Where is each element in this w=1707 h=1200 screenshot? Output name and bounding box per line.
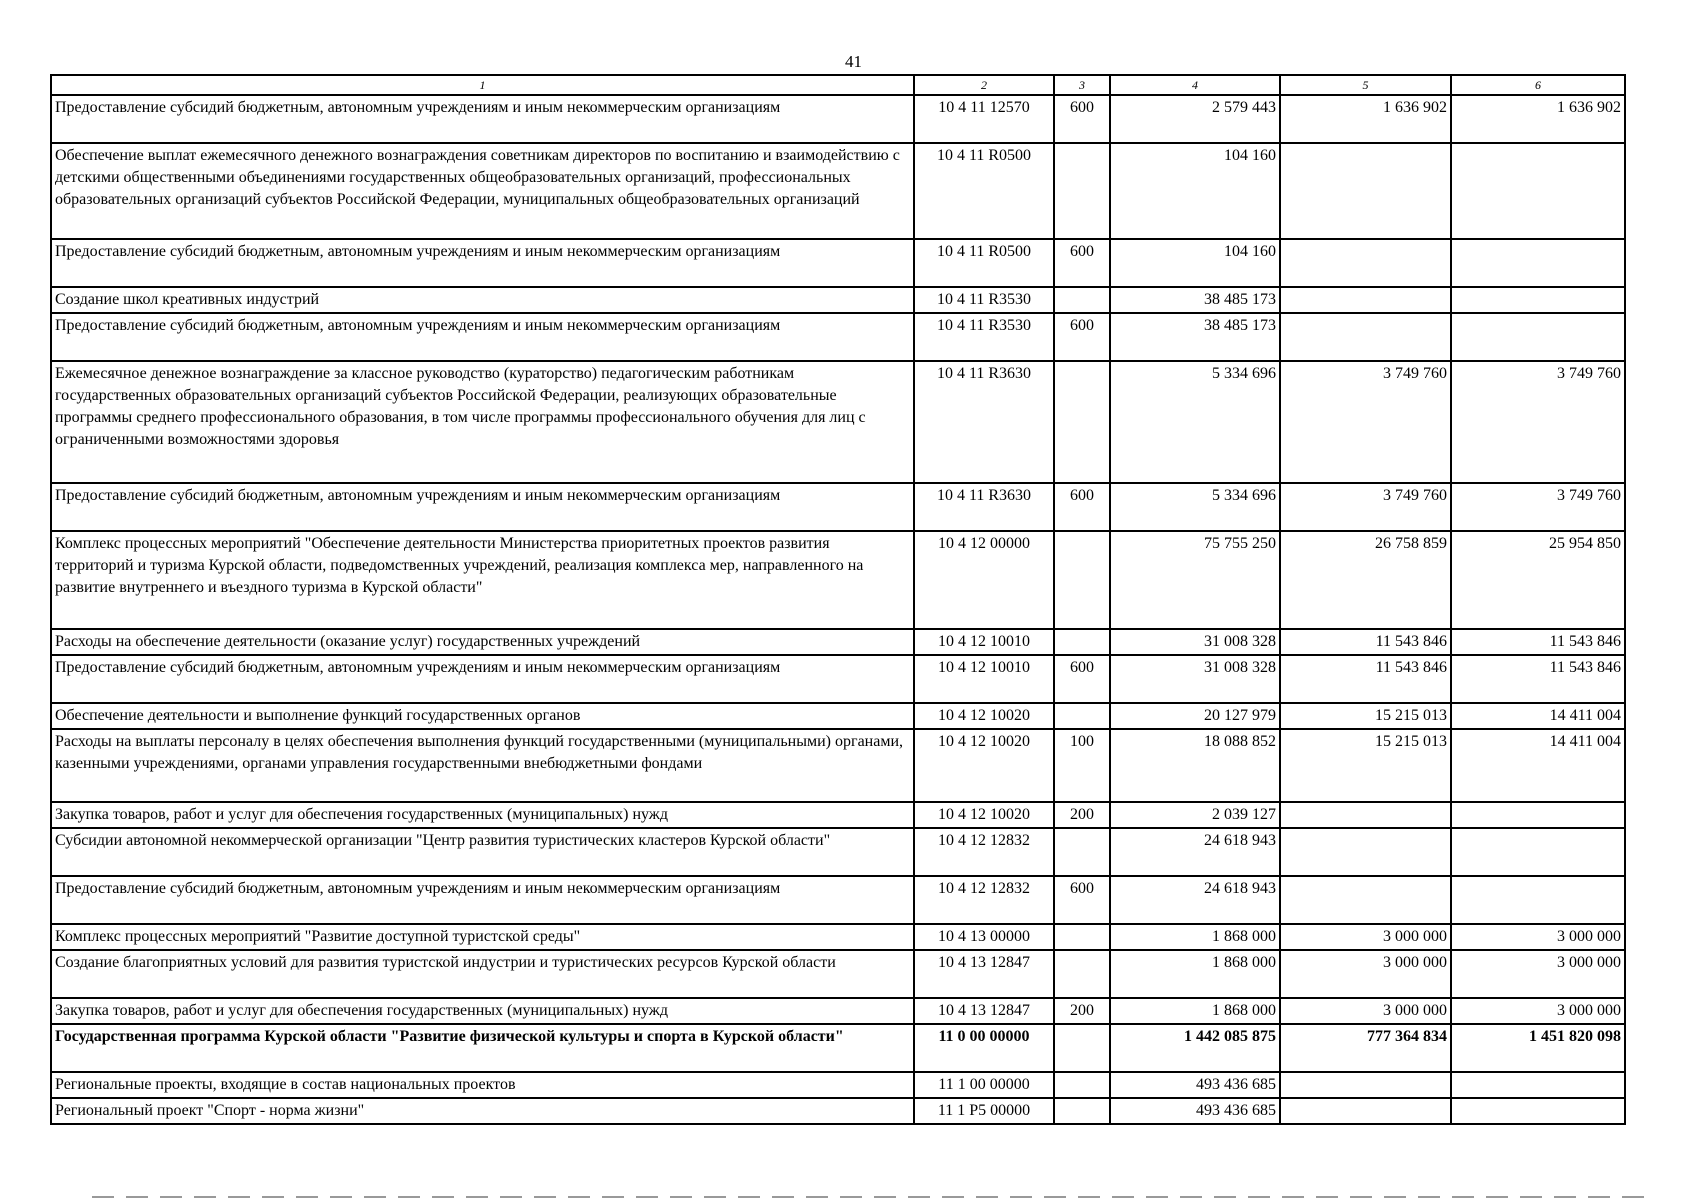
row-value-col5: 1 636 902 xyxy=(1280,95,1451,143)
table-row xyxy=(51,876,1625,924)
header-col-5: 5 xyxy=(1280,75,1451,95)
row-expense-type: 600 xyxy=(1054,655,1110,703)
row-code: 10 4 11 R3630 xyxy=(914,483,1054,531)
table-row xyxy=(51,1098,1625,1124)
row-value-col6: 14 411 004 xyxy=(1451,729,1625,802)
row-expense-type xyxy=(1054,703,1110,729)
row-value-col4: 2 579 443 xyxy=(1110,95,1280,143)
row-expense-type xyxy=(1054,143,1110,239)
row-name: Обеспечение выплат ежемесячного денежного вознаграждения советникам директоров по воспитанию и взаимодействию с детскими общественными объединениями государственных общеобразовательных организаций, профессиональных образовательных организаций субъектов Российской Федерации, муниципальных общеобразовательных организаций xyxy=(51,143,914,239)
row-value-col6 xyxy=(1451,143,1625,239)
table-row xyxy=(51,998,1625,1024)
row-name: Создание школ креативных индустрий xyxy=(51,287,914,313)
row-value-col5: 26 758 859 xyxy=(1280,531,1451,629)
row-name: Региональный проект "Спорт - норма жизни" xyxy=(51,1098,914,1124)
row-expense-type xyxy=(1054,1072,1110,1098)
table-row xyxy=(51,703,1625,729)
header-col-2: 2 xyxy=(914,75,1054,95)
row-expense-type xyxy=(1054,828,1110,876)
row-code: 10 4 13 00000 xyxy=(914,924,1054,950)
table-row xyxy=(51,950,1625,998)
row-name: Предоставление субсидий бюджетным, автономным учреждениям и иным некоммерческим организациям xyxy=(51,483,914,531)
table-row xyxy=(51,828,1625,876)
row-value-col4: 5 334 696 xyxy=(1110,483,1280,531)
row-value-col6 xyxy=(1451,1098,1625,1124)
row-value-col5: 3 000 000 xyxy=(1280,950,1451,998)
budget-table xyxy=(50,74,1626,1125)
row-value-col4: 104 160 xyxy=(1110,239,1280,287)
row-value-col4: 38 485 173 xyxy=(1110,313,1280,361)
row-name: Комплекс процессных мероприятий "Развитие доступной туристской среды" xyxy=(51,924,914,950)
row-value-col5 xyxy=(1280,239,1451,287)
row-value-col5: 11 543 846 xyxy=(1280,655,1451,703)
row-value-col5 xyxy=(1280,313,1451,361)
row-value-col6: 25 954 850 xyxy=(1451,531,1625,629)
row-code: 10 4 12 00000 xyxy=(914,531,1054,629)
table-row xyxy=(51,239,1625,287)
row-expense-type: 600 xyxy=(1054,239,1110,287)
row-expense-type: 600 xyxy=(1054,313,1110,361)
row-name: Предоставление субсидий бюджетным, автономным учреждениям и иным некоммерческим организациям xyxy=(51,239,914,287)
row-code: 11 1 00 00000 xyxy=(914,1072,1054,1098)
row-value-col6: 11 543 846 xyxy=(1451,655,1625,703)
row-value-col5 xyxy=(1280,828,1451,876)
row-code: 10 4 12 12832 xyxy=(914,828,1054,876)
row-value-col6: 11 543 846 xyxy=(1451,629,1625,655)
table-row xyxy=(51,1024,1625,1072)
row-value-col4: 20 127 979 xyxy=(1110,703,1280,729)
row-code: 10 4 12 10010 xyxy=(914,629,1054,655)
row-name: Закупка товаров, работ и услуг для обеспечения государственных (муниципальных) нужд xyxy=(51,998,914,1024)
header-col-4: 4 xyxy=(1110,75,1280,95)
table-row xyxy=(51,729,1625,802)
row-value-col4: 1 868 000 xyxy=(1110,998,1280,1024)
row-expense-type xyxy=(1054,1024,1110,1072)
row-value-col4: 75 755 250 xyxy=(1110,531,1280,629)
row-value-col6: 14 411 004 xyxy=(1451,703,1625,729)
row-value-col5 xyxy=(1280,1098,1451,1124)
row-value-col5: 15 215 013 xyxy=(1280,703,1451,729)
row-value-col6: 3 000 000 xyxy=(1451,950,1625,998)
row-code: 10 4 13 12847 xyxy=(914,998,1054,1024)
row-code: 10 4 12 10020 xyxy=(914,729,1054,802)
row-value-col5 xyxy=(1280,143,1451,239)
row-expense-type xyxy=(1054,287,1110,313)
row-name: Комплекс процессных мероприятий "Обеспечение деятельности Министерства приоритетных проектов развития территорий и туризма Курской области, подведомственных учреждений, реализация комплекса мер, направленного на развитие внутреннего и въездного туризма в Курской области" xyxy=(51,531,914,629)
row-name: Ежемесячное денежное вознаграждение за классное руководство (кураторство) педагогическим работникам государственных образовательных организаций субъектов Российской Федерации, реализующих образовательные программы среднего профессионального образования, в том числе программы профессионального обучения для лиц с ограниченными возможностями здоровья xyxy=(51,361,914,483)
row-expense-type xyxy=(1054,924,1110,950)
row-value-col6 xyxy=(1451,287,1625,313)
row-value-col4: 104 160 xyxy=(1110,143,1280,239)
row-value-col5: 3 000 000 xyxy=(1280,924,1451,950)
row-expense-type: 100 xyxy=(1054,729,1110,802)
row-value-col4: 1 868 000 xyxy=(1110,924,1280,950)
row-value-col5: 777 364 834 xyxy=(1280,1024,1451,1072)
row-value-col4: 38 485 173 xyxy=(1110,287,1280,313)
row-name: Государственная программа Курской области "Развитие физической культуры и спорта в Курской области" xyxy=(51,1024,914,1072)
header-col-3: 3 xyxy=(1054,75,1110,95)
row-expense-type xyxy=(1054,629,1110,655)
row-value-col6 xyxy=(1451,876,1625,924)
row-name: Расходы на обеспечение деятельности (оказание услуг) государственных учреждений xyxy=(51,629,914,655)
row-name: Субсидии автономной некоммерческой организации "Центр развития туристических кластеров Курской области" xyxy=(51,828,914,876)
row-expense-type xyxy=(1054,531,1110,629)
bottom-rule xyxy=(92,1196,1652,1198)
row-expense-type: 600 xyxy=(1054,95,1110,143)
table-row xyxy=(51,287,1625,313)
row-code: 10 4 12 10020 xyxy=(914,802,1054,828)
table-row xyxy=(51,655,1625,703)
row-value-col4: 1 442 085 875 xyxy=(1110,1024,1280,1072)
row-value-col6 xyxy=(1451,802,1625,828)
row-code: 10 4 11 12570 xyxy=(914,95,1054,143)
row-name: Предоставление субсидий бюджетным, автономным учреждениям и иным некоммерческим организациям xyxy=(51,313,914,361)
row-value-col4: 2 039 127 xyxy=(1110,802,1280,828)
table-row xyxy=(51,95,1625,143)
row-expense-type xyxy=(1054,361,1110,483)
row-code: 10 4 11 R3530 xyxy=(914,313,1054,361)
table-row xyxy=(51,629,1625,655)
row-name: Предоставление субсидий бюджетным, автономным учреждениям и иным некоммерческим организациям xyxy=(51,876,914,924)
row-code: 10 4 11 R3530 xyxy=(914,287,1054,313)
row-code: 10 4 11 R0500 xyxy=(914,239,1054,287)
row-value-col6: 3 000 000 xyxy=(1451,924,1625,950)
row-value-col6: 1 451 820 098 xyxy=(1451,1024,1625,1072)
row-value-col6: 3 000 000 xyxy=(1451,998,1625,1024)
table-row xyxy=(51,483,1625,531)
row-code: 10 4 13 12847 xyxy=(914,950,1054,998)
row-value-col5: 3 749 760 xyxy=(1280,483,1451,531)
row-value-col6 xyxy=(1451,239,1625,287)
row-code: 10 4 11 R0500 xyxy=(914,143,1054,239)
row-value-col4: 24 618 943 xyxy=(1110,828,1280,876)
row-code: 10 4 12 10020 xyxy=(914,703,1054,729)
row-value-col5: 3 000 000 xyxy=(1280,998,1451,1024)
row-value-col5: 15 215 013 xyxy=(1280,729,1451,802)
row-name: Расходы на выплаты персоналу в целях обеспечения выполнения функций государственными (муниципальными) органами, казенными учреждениями, органами управления государственными внебюджетными фондами xyxy=(51,729,914,802)
row-value-col6 xyxy=(1451,1072,1625,1098)
row-value-col4: 1 868 000 xyxy=(1110,950,1280,998)
row-value-col4: 31 008 328 xyxy=(1110,655,1280,703)
table-row xyxy=(51,361,1625,483)
row-code: 10 4 12 10010 xyxy=(914,655,1054,703)
table-row xyxy=(51,531,1625,629)
row-name: Создание благоприятных условий для развития туристской индустрии и туристических ресурсов Курской области xyxy=(51,950,914,998)
row-name: Закупка товаров, работ и услуг для обеспечения государственных (муниципальных) нужд xyxy=(51,802,914,828)
row-value-col4: 31 008 328 xyxy=(1110,629,1280,655)
row-code: 10 4 11 R3630 xyxy=(914,361,1054,483)
row-expense-type: 200 xyxy=(1054,998,1110,1024)
row-expense-type: 600 xyxy=(1054,876,1110,924)
row-value-col5 xyxy=(1280,1072,1451,1098)
table-row xyxy=(51,143,1625,239)
table-row xyxy=(51,313,1625,361)
table-row xyxy=(51,924,1625,950)
row-value-col6: 3 749 760 xyxy=(1451,361,1625,483)
row-expense-type xyxy=(1054,1098,1110,1124)
row-name: Предоставление субсидий бюджетным, автономным учреждениям и иным некоммерческим организациям xyxy=(51,655,914,703)
row-name: Региональные проекты, входящие в состав национальных проектов xyxy=(51,1072,914,1098)
row-value-col6 xyxy=(1451,313,1625,361)
row-code: 11 1 P5 00000 xyxy=(914,1098,1054,1124)
header-col-6: 6 xyxy=(1451,75,1625,95)
row-value-col4: 493 436 685 xyxy=(1110,1098,1280,1124)
row-value-col5 xyxy=(1280,287,1451,313)
row-value-col4: 24 618 943 xyxy=(1110,876,1280,924)
row-value-col4: 18 088 852 xyxy=(1110,729,1280,802)
row-value-col5 xyxy=(1280,876,1451,924)
row-value-col5 xyxy=(1280,802,1451,828)
row-expense-type: 600 xyxy=(1054,483,1110,531)
table-row xyxy=(51,1072,1625,1098)
page-number: 41 xyxy=(845,52,862,71)
row-value-col6: 3 749 760 xyxy=(1451,483,1625,531)
row-value-col4: 493 436 685 xyxy=(1110,1072,1280,1098)
row-expense-type xyxy=(1054,950,1110,998)
row-expense-type: 200 xyxy=(1054,802,1110,828)
row-code: 10 4 12 12832 xyxy=(914,876,1054,924)
table-row xyxy=(51,802,1625,828)
row-code: 11 0 00 00000 xyxy=(914,1024,1054,1072)
row-name: Предоставление субсидий бюджетным, автономным учреждениям и иным некоммерческим организациям xyxy=(51,95,914,143)
row-value-col6: 1 636 902 xyxy=(1451,95,1625,143)
row-value-col5: 11 543 846 xyxy=(1280,629,1451,655)
row-value-col4: 5 334 696 xyxy=(1110,361,1280,483)
row-name: Обеспечение деятельности и выполнение функций государственных органов xyxy=(51,703,914,729)
row-value-col6 xyxy=(1451,828,1625,876)
row-value-col5: 3 749 760 xyxy=(1280,361,1451,483)
header-row xyxy=(51,75,1625,95)
header-col-1: 1 xyxy=(51,75,914,95)
